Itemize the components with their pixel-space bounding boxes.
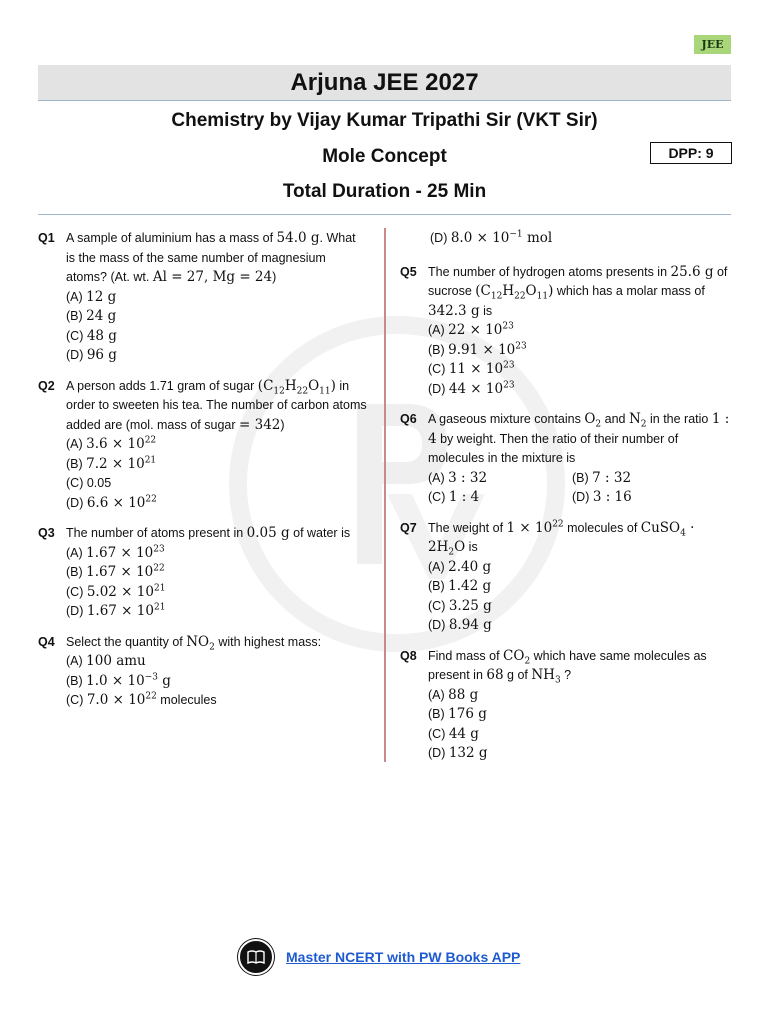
- question-4-continued: [400, 229, 735, 249]
- subject-heading: Chemistry by Vijay Kumar Tripathi Sir (VKT Sir): [171, 110, 598, 131]
- question-number: Q8: [400, 648, 417, 663]
- pw-books-app-link[interactable]: Master NCERT with PW Books APP: [286, 949, 521, 965]
- question-4: [38, 633, 368, 711]
- page-title: Arjuna JEE 2027: [38, 65, 731, 101]
- option-b[interactable]: (B) 24 g: [66, 308, 117, 324]
- dpp-box: DPP: 9: [650, 142, 732, 164]
- question-number: Q2: [38, 378, 55, 393]
- question-number: Q7: [400, 520, 417, 535]
- option-d[interactable]: (D) $1.67 \times 10^{21}$: [66, 602, 166, 619]
- question-number: Q6: [400, 412, 417, 426]
- question-text: ): [272, 270, 277, 284]
- option-d[interactable]: (D) 3 : 16: [572, 489, 632, 505]
- option-a[interactable]: (A) 12 g: [66, 288, 117, 305]
- footer: [238, 940, 520, 974]
- question-3: [38, 524, 368, 622]
- question-number: Q4: [38, 634, 55, 649]
- option-c[interactable]: (C) 0.05: [66, 476, 112, 490]
- question-8: [400, 647, 735, 764]
- option-c[interactable]: (C) $11 \times 10^{23}$: [428, 360, 515, 377]
- option-b[interactable]: (B) 1.42 g: [428, 578, 492, 594]
- option-c[interactable]: (C) $5.02 \times 10^{21}$: [66, 583, 166, 600]
- option-a[interactable]: (A) 100 amu: [66, 653, 146, 669]
- question-6: [400, 410, 735, 508]
- option-c[interactable]: (C) 48 g: [66, 327, 117, 344]
- chapter-heading: Mole Concept: [322, 146, 447, 167]
- question-text: A sample of aluminium has a mass of: [66, 231, 277, 245]
- option-d[interactable]: (D) $8.0 \times 10^{-1}$ mol: [430, 229, 553, 246]
- option-a[interactable]: (A) 88 g: [428, 686, 479, 703]
- question-body: A gaseous mixture contains $O_2$ and $N_2$ in the ratio 1 : 4 by weight. Then the ratio of their number of molecules in the mixture is (A) 3 : 32 (B) 7 : 32 (C) 1 : 4 (D) 3 : 16: [428, 410, 735, 508]
- question-7: [400, 519, 735, 636]
- question-1: [38, 229, 368, 366]
- option-b[interactable]: (B) $9.91 \times 10^{23}$: [428, 341, 527, 358]
- option-d[interactable]: (D) 8.94 g: [428, 617, 492, 633]
- duration-heading: Total Duration - 25 Min: [282, 181, 487, 202]
- left-column: [38, 229, 368, 722]
- option-a[interactable]: (A) $1.67 \times 10^{23}$: [66, 544, 165, 561]
- header-rule: [38, 214, 731, 215]
- question-text: . What is the mass of the same number of magnesium atoms? (At. wt.: [66, 231, 356, 284]
- option-c[interactable]: (C) $7.0 \times 10^{22}$ molecules: [66, 691, 217, 708]
- question-body: The number of hydrogen atoms presents in 25.6 g of sucrose $(C_{12}H_{22}O_{11})$ which has a molar mass of 342.3 g is (A) $22 \times 10^{23}$ (B) $9.91 \times 10^{23}$ (C) $11 \times 10^{23}$ (D) $44 \times 10^{23}$: [428, 263, 735, 400]
- question-5: [400, 263, 735, 400]
- question-2: [38, 377, 368, 514]
- question-body: A person adds 1.71 gram of sugar $(C_{12}H_{22}O_{11})$ in order to sweeten his tea. The number of carbon atoms added are (mol. mass of sugar = 342) (A) $3.6 \times 10^{22}$ (B) $7.2 \times 10^{21}$ (C) 0.05 (D) $6.6 \times 10^{22}$: [66, 377, 368, 514]
- question-body: Find mass of $CO_2$ which have same molecules as present in 68 g of $NH_3$ ? (A) 88 g (B) 176 g (C) 44 g (D) 132 g: [428, 647, 735, 764]
- option-d[interactable]: (D) $44 \times 10^{23}$: [428, 380, 515, 397]
- math: 54.0 g: [276, 230, 320, 246]
- option-d[interactable]: (D) 132 g: [428, 745, 488, 761]
- option-a[interactable]: (A) 2.40 g: [428, 558, 492, 575]
- option-a[interactable]: (A) $3.6 \times 10^{22}$: [66, 435, 157, 452]
- question-body: The weight of $1 \times 10^{22}$ molecules of CuSO$_4$ · $2H_2O$ is (A) 2.40 g (B) 1.42 g (C) 3.25 g (D) 8.94 g: [428, 519, 735, 636]
- jee-badge: JEE: [694, 35, 731, 54]
- option-c[interactable]: (C) 1 : 4: [428, 489, 480, 505]
- question-body: Select the quantity of $NO_2$ with highest mass: (A) 100 amu (B) $1.0 \times 10^{-3}$ g (C) $7.0 \times 10^{22}$ molecules: [66, 633, 368, 711]
- question-body: [66, 229, 368, 366]
- question-number: Q3: [38, 526, 55, 540]
- option-b[interactable]: (B) 176 g: [428, 706, 487, 722]
- option-b[interactable]: (B) $1.0 \times 10^{-3}$ g: [66, 672, 171, 689]
- option-b[interactable]: (B) 7 : 32: [572, 469, 632, 486]
- option-a[interactable]: (A) $22 \times 10^{23}$: [428, 321, 514, 338]
- question-body: The number of atoms present in 0.05 g of water is (A) $1.67 \times 10^{23}$ (B) $1.67 \times 10^{22}$ (C) $5.02 \times 10^{21}$ (D) $1.67 \times 10^{21}$: [66, 524, 368, 622]
- question-number: Q1: [38, 231, 55, 245]
- right-column: [400, 229, 735, 775]
- column-divider: [384, 228, 386, 762]
- option-d[interactable]: (D) $6.6 \times 10^{22}$: [66, 494, 157, 511]
- book-icon: [238, 939, 274, 975]
- option-d[interactable]: (D) 96 g: [66, 347, 117, 363]
- option-b[interactable]: (B) $1.67 \times 10^{22}$: [66, 563, 165, 580]
- option-a[interactable]: (A) 3 : 32: [428, 469, 488, 486]
- options-grid: [428, 469, 735, 508]
- math: Al = 27, Mg = 24: [152, 269, 273, 285]
- option-c[interactable]: (C) 44 g: [428, 725, 479, 742]
- option-c[interactable]: (C) 3.25 g: [428, 597, 492, 614]
- option-b[interactable]: (B) $7.2 \times 10^{21}$: [66, 455, 157, 472]
- question-number: Q5: [400, 264, 417, 279]
